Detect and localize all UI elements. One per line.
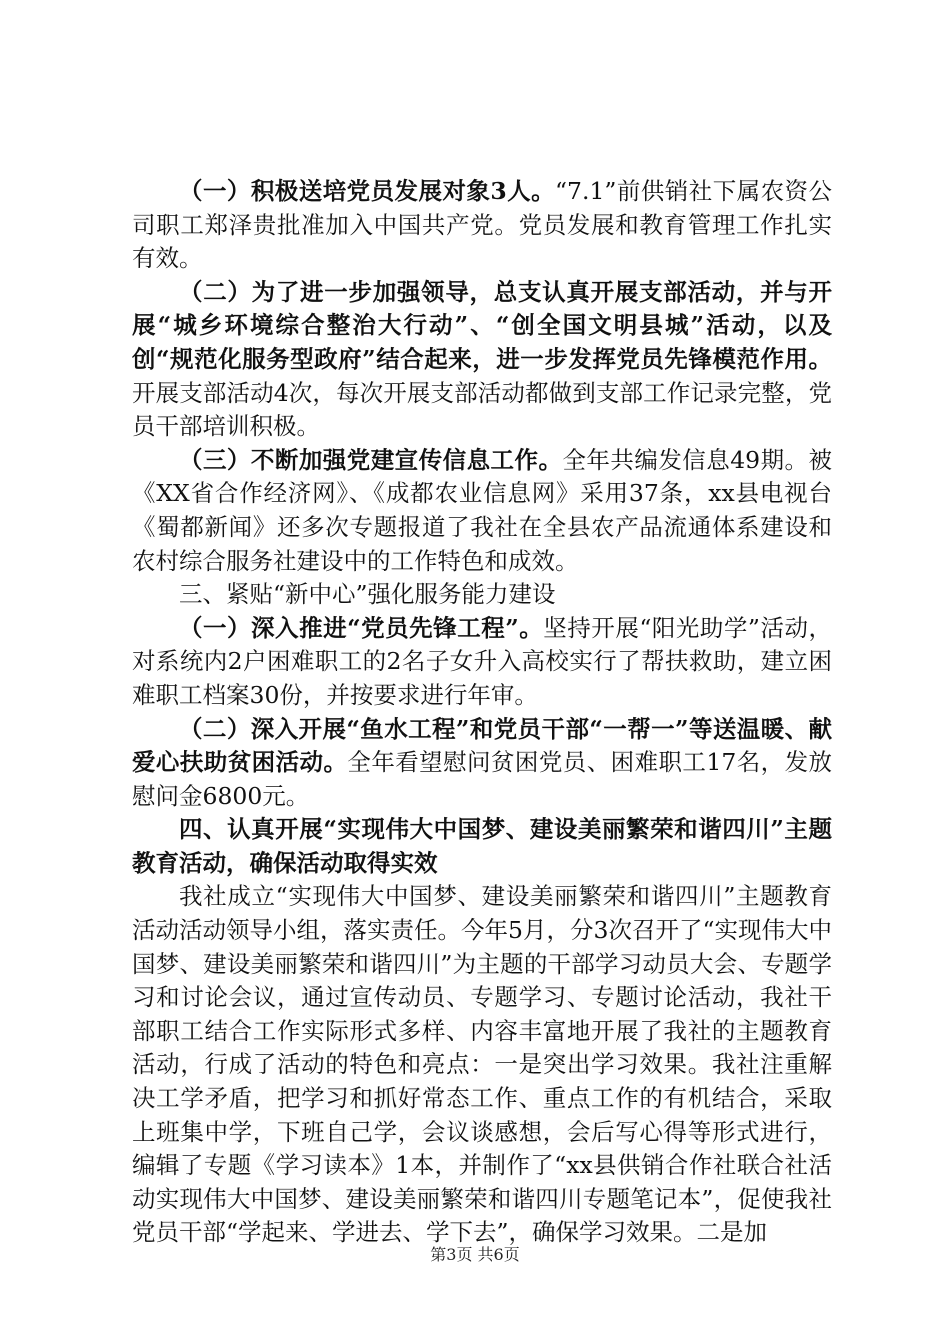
section-heading-4 [132,813,832,880]
paragraph-5 [132,713,832,814]
page-footer: 第3页 共6页 [430,1245,520,1264]
paragraph-1-text: “7.1”前供销社下属农资公司职工郑泽贵批准加入中国共产党。党员发展和教育管理工作扎实有效。 [132,177,832,273]
paragraph-2 [132,276,832,444]
paragraph-6 [132,880,832,1250]
paragraph-4 [132,612,832,713]
paragraph-3-heading: （三）不断加强党建宣传信息工作。 [179,445,563,474]
paragraph-4-text: 坚持开展“阳光助学”活动，对系统内2户困难职工的2名子女升入高校实行了帮扶救助，建立困难职工档案30份，并按要求进行年审。 [132,613,832,709]
paragraph-3 [132,444,832,578]
paragraph-1-heading: （一）积极送培党员发展对象3人。 [179,177,556,205]
paragraph-2-text: 开展支部活动4次，每次开展支部活动都做到支部工作记录完整，党员干部培训积极。 [132,378,832,441]
document-body [132,175,832,1250]
paragraph-5-text: 全年看望慰问贫困党员、困难职工17名，发放慰问金6800元。 [132,748,832,810]
section-heading-3 [132,578,832,612]
paragraph-5-heading: （二）深入开展“鱼水工程”和党员干部“一帮一”等送温暖、献爱心扶助贫困活动。 [132,714,832,777]
paragraph-2-heading: （二）为了进一步加强领导，总支认真开展支部活动，并与开展“城乡环境综合整治大行动”、“创全国文明县城”活动，以及创“规范化服务型政府”结合起来，进一步发挥党员先锋模范作用。 [132,277,832,373]
paragraph-4-heading: （一）深入推进“党员先锋工程”。 [179,613,544,642]
section-heading-4-bold: 四、认真开展“实现伟大中国梦、建设美丽繁荣和谐四川”主题教育活动，确保活动取得实效 [132,815,832,877]
paragraph-3-text: 全年共编发信息49期。被《XX省合作经济网》、《成都农业信息网》采用37条，xx县电视台《蜀都新闻》还多次专题报道了我社在全县农产品流通体系建设和农村综合服务社建设中的工作特色和成效。 [132,445,833,575]
paragraph-1 [132,175,832,276]
paragraph-6-text: 我社成立“实现伟大中国梦、建设美丽繁荣和谐四川”主题教育活动活动领导小组，落实责任。今年5月，分3次召开了“实现伟大中国梦、建设美丽繁荣和谐四川”为主题的干部学习动员大会、专题学习和讨论会议，通过宣传动员、专题学习、专题讨论活动，我社干部职工结合工作实际形式多样、内容丰富地开展了我社的主题教育活动，行成了活动的特色和亮点：一是突出学习效果。我社注重解决工学矛盾，把学习和抓好常态工作、重点工作的有机结合，采取上班集中学，下班自己学，会议谈感想，会后写心得等形式进行，编辑了专题《学习读本》1本，并制作了“xx县供销合作社联合社活动实现伟大中国梦、建设美丽繁荣和谐四川专题笔记本”，促使我社党员干部“学起来、学进去、学下去”，确保学习效果。二是加 [132,882,832,1247]
section-heading-3-text: 三、紧贴“新中心”强化服务能力建设 [179,580,556,609]
